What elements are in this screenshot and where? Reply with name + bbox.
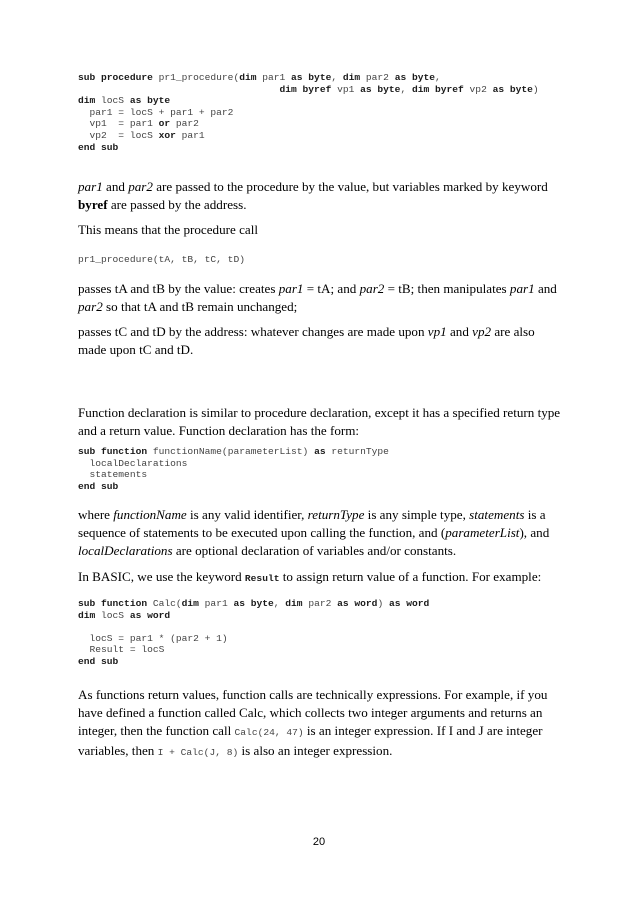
paragraph-function-declaration: Function declaration is similar to procedure declaration, except it has a specified return type and a return value. Function declaration has the form:: [78, 405, 561, 438]
inline-code-keyword: Result: [244, 573, 280, 584]
italic-term: par2: [359, 281, 385, 296]
code-text: Calc(: [147, 598, 182, 609]
text-run: are passed to the procedure by the value, but variables marked by keyword: [152, 179, 548, 194]
paragraph-by-address: [78, 323, 566, 359]
text-run: and: [534, 281, 557, 296]
italic-term: statements: [469, 507, 525, 522]
code-text: ): [377, 598, 389, 609]
code-keyword: as byte: [129, 95, 171, 107]
text-run: ), and: [519, 525, 550, 540]
code-text: par1: [256, 72, 292, 83]
text-run: is also an integer expression.: [238, 743, 393, 758]
italic-term: functionName: [113, 507, 187, 522]
text-run: is an integer expression. If I and J are integer variables, then: [78, 723, 543, 758]
text-run: = tA; and: [303, 281, 360, 296]
paragraph-by-value: [78, 280, 566, 316]
text-run: = tB; then manipulates: [384, 281, 510, 296]
code-keyword: dim: [239, 72, 257, 83]
code-text: locS: [95, 609, 130, 621]
code-text: vp1 = par1: [78, 118, 159, 130]
code-line: localDeclarations: [78, 457, 188, 469]
italic-term: vp2: [472, 324, 492, 339]
italic-term: vp1: [427, 324, 447, 339]
text-run: is any valid identifier,: [186, 507, 308, 522]
code-keyword: as word: [388, 598, 430, 609]
code-keyword: as byte: [360, 83, 401, 95]
code-keyword: as byte: [291, 72, 332, 83]
code-keyword: end sub: [78, 655, 119, 667]
code-line: par1 = locS + par1 + par2: [78, 106, 234, 118]
code-text: pr1_procedure(tA, tB, tC, tD): [78, 254, 245, 265]
text-run: to assign return value of a function. For example:: [279, 569, 542, 584]
text-run: are optional declaration of variables and/or constants.: [172, 543, 457, 558]
inline-code: I + Calc(J, 8): [157, 747, 239, 758]
code-line: locS = par1 * (par2 + 1): [78, 632, 228, 644]
text-run: and: [102, 179, 129, 194]
code-keyword: as byte: [394, 72, 435, 83]
code-keyword: dim byref: [279, 83, 332, 95]
code-text: ,: [273, 598, 286, 609]
italic-term: returnType: [307, 507, 365, 522]
code-keyword: sub procedure: [78, 72, 153, 83]
code-keyword: as word: [337, 598, 378, 609]
text-run: and: [446, 324, 473, 339]
code-text: vp1: [331, 83, 361, 95]
italic-term: parameterList: [445, 525, 520, 540]
italic-term: par1: [509, 281, 535, 296]
text-run: passes tC and tD by the address: whatever changes are made upon: [78, 324, 428, 339]
code-text: pr1_procedure(: [152, 72, 240, 83]
code-text: par2: [302, 598, 338, 609]
paragraph-result-keyword: [78, 568, 566, 588]
paragraph-function-terms: [78, 506, 566, 560]
text-run: where: [78, 507, 114, 522]
italic-term: localDeclarations: [78, 543, 173, 558]
function-form-code-block: [78, 446, 389, 492]
text-run: are also made upon tC and tD.: [78, 324, 535, 357]
code-keyword: as word: [129, 609, 171, 621]
italic-term: par2: [128, 179, 153, 194]
code-text: ): [532, 83, 539, 95]
italic-term: par2: [78, 299, 103, 314]
code-text: vp2: [463, 83, 493, 95]
text-run: are passed by the address.: [107, 197, 247, 212]
code-text: vp2 = locS: [78, 129, 159, 141]
code-line: statements: [78, 469, 148, 481]
code-keyword: as: [314, 446, 326, 457]
page-number: 20: [312, 836, 326, 848]
code-keyword: dim: [181, 598, 199, 609]
italic-term: par1: [78, 179, 103, 194]
text-run: In BASIC, we use the keyword: [78, 569, 245, 584]
text-run: is a sequence of statements to be executed upon calling the function, and (: [78, 507, 546, 540]
inline-code: Calc(24, 47): [234, 727, 304, 738]
code-keyword: dim: [78, 95, 96, 107]
paragraph-function-expressions: [78, 686, 566, 762]
call-code-line: [78, 254, 245, 266]
text-run: so that tA and tB remain unchanged;: [102, 299, 298, 314]
code-indent: [78, 84, 280, 95]
italic-term: par1: [278, 281, 304, 296]
code-keyword: or: [158, 118, 171, 130]
paragraph-byref: [78, 178, 566, 214]
code-keyword: sub function: [78, 446, 148, 457]
code-keyword: sub function: [78, 598, 148, 609]
code-keyword: as byte: [492, 83, 533, 95]
code-text: par1: [175, 129, 205, 141]
procedure-code-block: [78, 72, 539, 153]
code-text: returnType: [325, 446, 389, 457]
code-text: ,: [400, 83, 412, 95]
code-text: ,: [331, 72, 343, 83]
text-run: passes tA and tB by the value: creates: [78, 281, 279, 296]
code-keyword: xor: [158, 129, 176, 141]
code-text: locS: [95, 95, 130, 107]
code-text: par2: [170, 118, 199, 130]
code-keyword: end sub: [78, 480, 119, 492]
code-keyword: dim byref: [411, 83, 464, 95]
code-line: Result = locS: [78, 644, 165, 656]
code-keyword: as byte: [233, 598, 274, 609]
code-text: functionName(parameterList): [147, 446, 315, 457]
code-text: par1: [198, 598, 234, 609]
code-keyword: end sub: [78, 141, 119, 153]
code-keyword: dim: [342, 72, 361, 83]
text-run: As functions return values, function calls are technically expressions. For example, if you have defined a function called Calc, which collects two integer arguments and returns an integer, then the function call: [78, 687, 548, 738]
code-text: ,: [435, 72, 441, 83]
calc-function-code-block: [78, 598, 429, 668]
code-keyword: dim: [78, 609, 96, 621]
bold-term: byref: [78, 197, 108, 212]
code-text: par2: [360, 72, 395, 83]
paragraph-procedure-call: This means that the procedure call: [78, 222, 258, 237]
code-keyword: dim: [285, 598, 303, 609]
text-run: is any simple type,: [364, 507, 470, 522]
